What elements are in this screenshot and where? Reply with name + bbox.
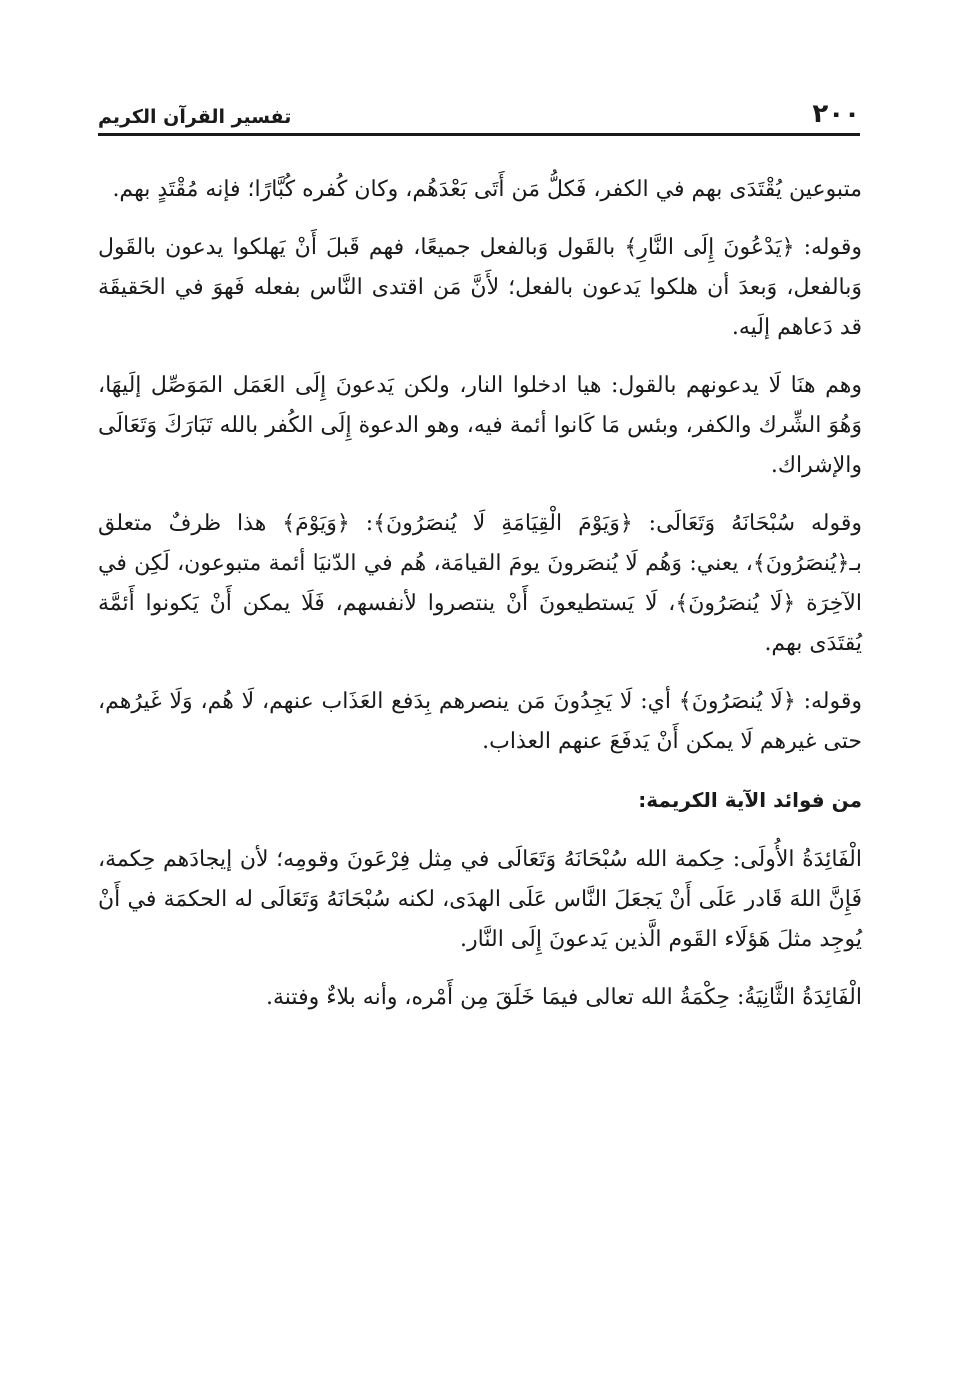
paragraph-2: وقوله: ﴿يَدْعُونَ إِلَى النَّارِ﴾ بالقَول وَبالفعل جميعًا، فهم قَبلَ أَنْ يَهلكوا يدعون بالقَول وَبالفعل، وَبعدَ أن هلكوا يَدعون بالفعل؛ لأَنَّ مَن اقتدى النَّاس بفعله فَهوَ في الحَقيقَة قد دَعاهم إلَيه. [98,235,862,340]
page-header [98,88,860,136]
paragraph-5: وقوله: ﴿لَا يُنصَرُونَ﴾ أي: لَا يَجِدُونَ مَن ينصرهم بِدَفع العَذَاب عنهم، لَا هُم، وَلَا غَيرُهم، حتى غيرهم لَا يمكن أَنْ يَدفَعَ عنهم العذاب. [98,689,862,754]
book-title: تفسير القرآن الكريم [98,106,292,128]
paragraph-3: وهم هنَا لَا يدعونهم بالقول: هيا ادخلوا النار، ولكن يَدعونَ إِلَى العَمَل المَوَصِّل إلَيهَا، وَهُوَ الشِّرك والكفر، وبئس مَا كَانوا أئمة فيه، وهو الدعوة إِلَى الكُفر بالله تَبَارَكَ وَتَعَالَى والإشراك. [98,373,862,478]
page-number: ٢٠٠ [812,99,860,129]
paragraph-4: وقوله سُبْحَانَهُ وَتَعَالَى: ﴿وَيَوْمَ الْقِيَامَةِ لَا يُنصَرُونَ﴾: ﴿وَيَوْمَ﴾ هذا ظرفٌ متعلق بـ﴿يُنصَرُونَ﴾، يعني: وَهُم لَا يُنصَرونَ يومَ القيامَة، هُم في الدّنيَا أئمة متبوعون، لَكِن في الآخِرَة ﴿لَا يُنصَرُونَ﴾، لَا يَستطيعونَ أَنْ ينتصروا لأنفسهم، فَلَا يمكن أَنْ يَكونوا أَئمَّة يُقتَدَى بهم. [98,511,862,656]
paragraph-7: الْفَائِدَةُ الثَّانِيَةُ: حِكْمَةُ الله تعالى فيمَا خَلَقَ مِن أَمْره، وأنه بلاءٌ وفتنة. [266,985,862,1010]
paragraph-1: متبوعين يُقْتَدَى بهم في الكفر، فَكلُّ مَن أَتَى بَعْدَهُم، وكان كُفره كُبَّارًا؛ فإنه مُقْتَدٍ بهم. [112,177,862,202]
page-body [98,170,862,1036]
paragraph-6: الْفَائِدَةُ الأُولَى: حِكمة الله سُبْحَانَهُ وَتَعَالَى في مِثل فِرْعَونَ وقومِه؛ لأن إيجادَهم حِكمة، فَإِنَّ اللهَ قَادر عَلَى أَنْ يَجعَلَ النَّاس عَلَى الهدَى، لكنه سُبْحَانَهُ وَتَعَالَى له الحكمَة في أَنْ يُوجِد مثلَ هَؤلَاء القَوم الَّذين يَدعونَ إِلَى النَّار. [98,847,862,952]
section-heading: من فوائد الآية الكريمة: [638,788,862,812]
